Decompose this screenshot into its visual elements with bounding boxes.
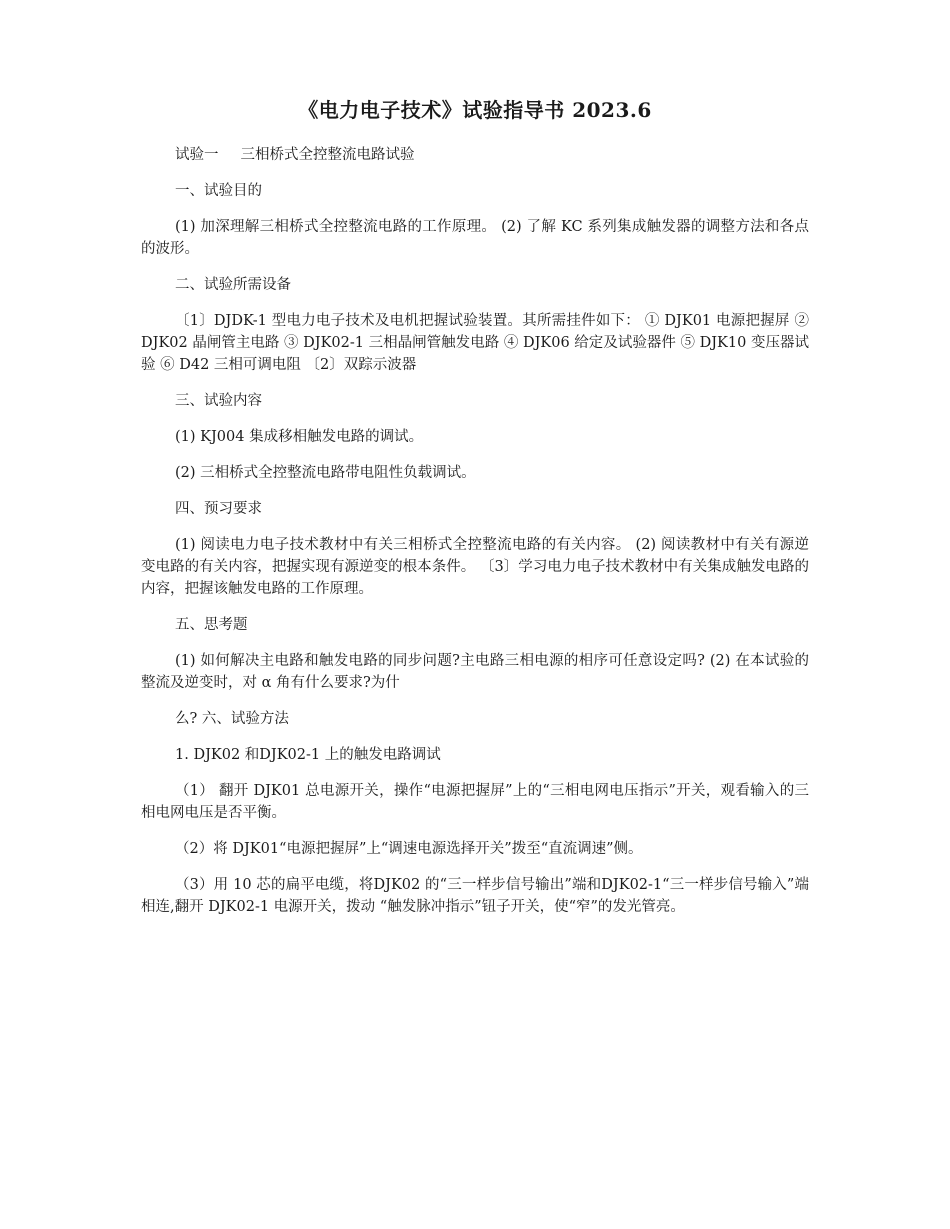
section-heading-purpose: 一、试验目的 — [175, 183, 262, 199]
experiment-label: 试验一 — [175, 147, 219, 163]
section-body-questions-cont: 么? 六、试验方法 — [175, 711, 289, 727]
section-heading-questions: 五、思考题 — [175, 617, 248, 633]
method-step-2: （2）将 DJK01“电源把握屏”上“调速电源选择开关”拨至“直流调速”侧。 — [175, 841, 643, 857]
section-body-equipment: 〔1〕DJDK-1 型电力电子技术及电机把握试验装置。其所需挂件如下： ① DJK01 电源把握屏 ② DJK02 晶闸管主电路 ③ DJK02-1 三相晶闸管触发电路 ④ DJK06 给定及试验器件 ⑤ DJK10 变压器试验 ⑥ D42 三相可调电阻 〔2〕双踪示波器 — [141, 313, 809, 373]
method-step-3: （3）用 10 芯的扁平电缆，将DJK02 的“三一样步信号输出”端和DJK02-1“三一样步信号输入”端相连,翻开 DJK02-1 电源开关，拨动 “触发脉冲指示”钮子开关，使“窄”的发光管亮。 — [141, 877, 809, 915]
document-title: 《电力电子技术》试验指导书 2023.6 — [298, 98, 652, 122]
section-item-content-1: (1) KJ004 集成移相触发电路的调试。 — [175, 429, 424, 445]
section-body-preview: (1) 阅读电力电子技术教材中有关三相桥式全控整流电路的有关内容。 (2) 阅读教材中有关有源逆变电路的有关内容，把握实现有源逆变的根本条件。 〔3〕学习电力电子技术教材中有关集成触发电路的内容，把握该触发电路的工作原理。 — [141, 537, 809, 597]
section-heading-equipment: 二、试验所需设备 — [175, 277, 291, 293]
experiment-name: 三相桥式全控整流电路试验 — [240, 147, 415, 163]
method-subheading-1: 1. DJK02 和DJK02-1 上的触发电路调试 — [175, 747, 441, 763]
section-item-content-2: (2) 三相桥式全控整流电路带电阻性负载调试。 — [175, 465, 476, 481]
experiment-heading — [141, 144, 809, 166]
method-step-1: （1） 翻开 DJK01 总电源开关，操作“电源把握屏”上的“三相电网电压指示”开关，观看输入的三相电网电压是否平衡。 — [141, 783, 809, 821]
document-body — [141, 144, 809, 932]
section-body-purpose: (1) 加深理解三相桥式全控整流电路的工作原理。 (2) 了解 KC 系列集成触发器的调整方法和各点的波形。 — [141, 219, 809, 257]
section-heading-preview: 四、预习要求 — [175, 501, 262, 517]
section-body-questions: (1) 如何解决主电路和触发电路的同步问题?主电路三相电源的相序可任意设定吗? (2) 在本试验的整流及逆变时，对 α 角有什么要求?为什 — [141, 653, 809, 691]
section-heading-content: 三、试验内容 — [175, 393, 262, 409]
